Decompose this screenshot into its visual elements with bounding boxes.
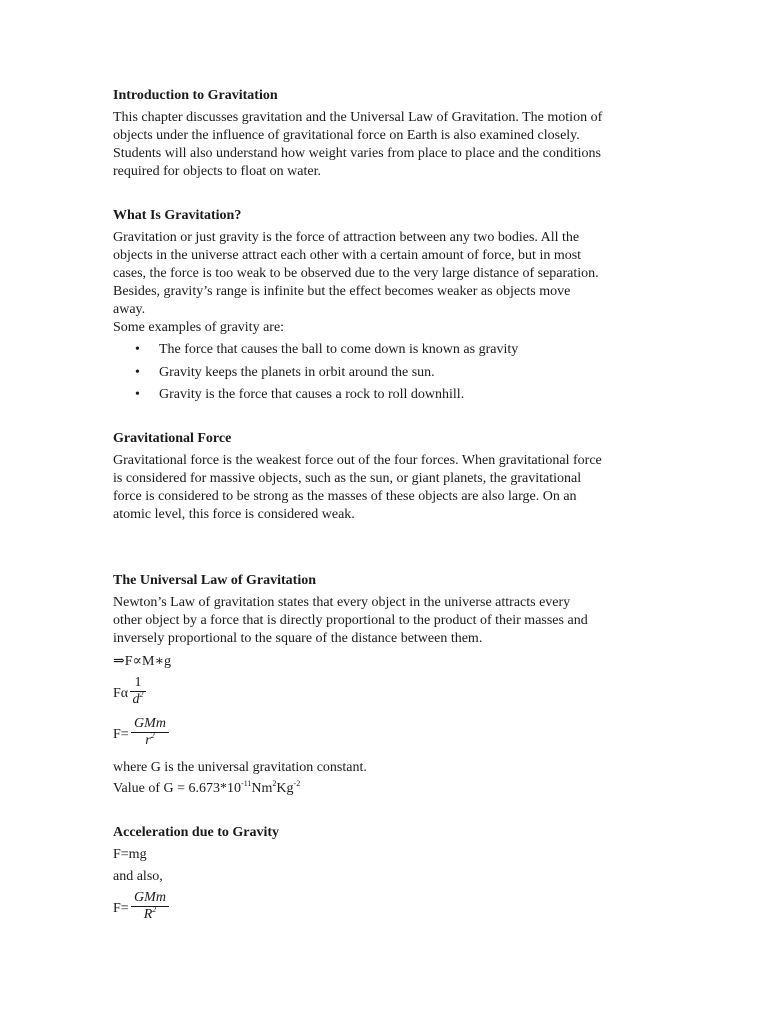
force-line: force is considered to be strong as the masses of these objects are also large. On an bbox=[113, 489, 577, 504]
list-item-text: The force that causes the ball to come down is known as gravity bbox=[159, 342, 519, 357]
g-value-prefix: Value of G = 6.673*10 bbox=[113, 781, 242, 796]
denominator-variable: R bbox=[143, 907, 153, 922]
bullet-icon: • bbox=[135, 342, 140, 357]
equation-proportional: ⇒F∝M∗g bbox=[113, 654, 171, 669]
g-constant-note: where G is the universal gravitation constant. bbox=[113, 760, 367, 775]
bullet-icon: • bbox=[135, 387, 140, 402]
what-is-paragraph bbox=[113, 229, 673, 337]
denominator-exponent: 2 bbox=[139, 690, 144, 699]
force-line: is considered for massive objects, such as the sun, or giant planets, the gravitational bbox=[113, 471, 582, 486]
list-item-text: Gravity is the force that causes a rock to roll downhill. bbox=[159, 387, 465, 402]
law-line: Newton’s Law of gravitation states that every object in the universe attracts every bbox=[113, 595, 571, 610]
g-exponent: -11 bbox=[241, 779, 252, 788]
denominator-exponent: 2 bbox=[150, 731, 155, 740]
denominator-variable: r bbox=[145, 733, 151, 748]
g-exponent: -2 bbox=[293, 779, 301, 788]
law-paragraph bbox=[113, 594, 673, 648]
list-item bbox=[113, 364, 518, 387]
bullet-icon: • bbox=[135, 364, 140, 380]
equation-f-gmm-r2 bbox=[113, 900, 129, 918]
fraction-numerator: GMm bbox=[134, 890, 166, 905]
force-line: atomic level, this force is considered weak. bbox=[113, 507, 355, 522]
fraction-gmm-over-r-squared bbox=[131, 716, 169, 749]
fraction-gmm-over-R-squared bbox=[131, 890, 169, 923]
heading-gravitational-force: Gravitational Force bbox=[113, 431, 232, 446]
intro-line: Students will also understand how weight varies from place to place and the conditions bbox=[113, 146, 601, 161]
list-item bbox=[113, 386, 518, 409]
law-line: inversely proportional to the square of the distance between them. bbox=[113, 631, 483, 646]
equation-prefix: F= bbox=[113, 727, 129, 742]
g-constant-value bbox=[113, 780, 300, 798]
g-unit: Kg bbox=[276, 781, 294, 796]
law-line: other object by a force that is directly proportional to the product of their masses and bbox=[113, 613, 588, 628]
what-is-line: Besides, gravity’s range is infinite but the effect becomes weaker as objects move bbox=[113, 284, 571, 299]
what-is-line: away. bbox=[113, 302, 146, 317]
heading-introduction: Introduction to Gravitation bbox=[113, 88, 278, 103]
fraction-numerator: 1 bbox=[134, 675, 142, 690]
fraction-numerator: GMm bbox=[134, 716, 166, 731]
g-exponent: 2 bbox=[272, 779, 277, 788]
intro-line: objects under the influence of gravitational force on Earth is also examined closely. bbox=[113, 128, 580, 143]
equation-prefix: Fα bbox=[113, 686, 129, 701]
g-unit: Nm bbox=[251, 781, 273, 796]
equation-inverse-square bbox=[113, 685, 128, 703]
equation-prefix: F= bbox=[113, 901, 129, 916]
fraction-denominator bbox=[130, 692, 146, 708]
equation-f-mg: F=mg bbox=[113, 847, 147, 862]
what-is-line: objects in the universe attract each other with a certain amount of force, but in most bbox=[113, 248, 582, 263]
what-is-line: Some examples of gravity are: bbox=[113, 320, 285, 335]
gravity-examples-list bbox=[113, 341, 518, 409]
fraction-denominator bbox=[131, 733, 169, 749]
intro-line: required for objects to float on water. bbox=[113, 164, 321, 179]
force-paragraph bbox=[113, 452, 673, 524]
force-line: Gravitational force is the weakest force out of the four forces. When gravitational force bbox=[113, 453, 602, 468]
denominator-variable: d bbox=[132, 692, 140, 707]
list-item-text: Gravity keeps the planets in orbit around the sun. bbox=[159, 364, 435, 380]
what-is-line: cases, the force is too weak to be observed due to the very large distance of separation. bbox=[113, 266, 599, 281]
fraction-denominator bbox=[131, 907, 169, 923]
list-item bbox=[113, 341, 518, 364]
intro-line: This chapter discusses gravitation and the Universal Law of Gravitation. The motion of bbox=[113, 110, 603, 125]
fraction-one-over-d-squared bbox=[130, 675, 146, 708]
intro-paragraph bbox=[113, 109, 673, 181]
what-is-line: Gravitation or just gravity is the force of attraction between any two bodies. All the bbox=[113, 230, 580, 245]
heading-universal-law: The Universal Law of Gravitation bbox=[113, 573, 316, 588]
heading-acceleration-due-to-gravity: Acceleration due to Gravity bbox=[113, 825, 280, 840]
denominator-exponent: 2 bbox=[152, 905, 157, 914]
heading-what-is-gravitation: What Is Gravitation? bbox=[113, 208, 242, 223]
equation-newton-law bbox=[113, 726, 129, 744]
and-also-text: and also, bbox=[113, 869, 163, 884]
